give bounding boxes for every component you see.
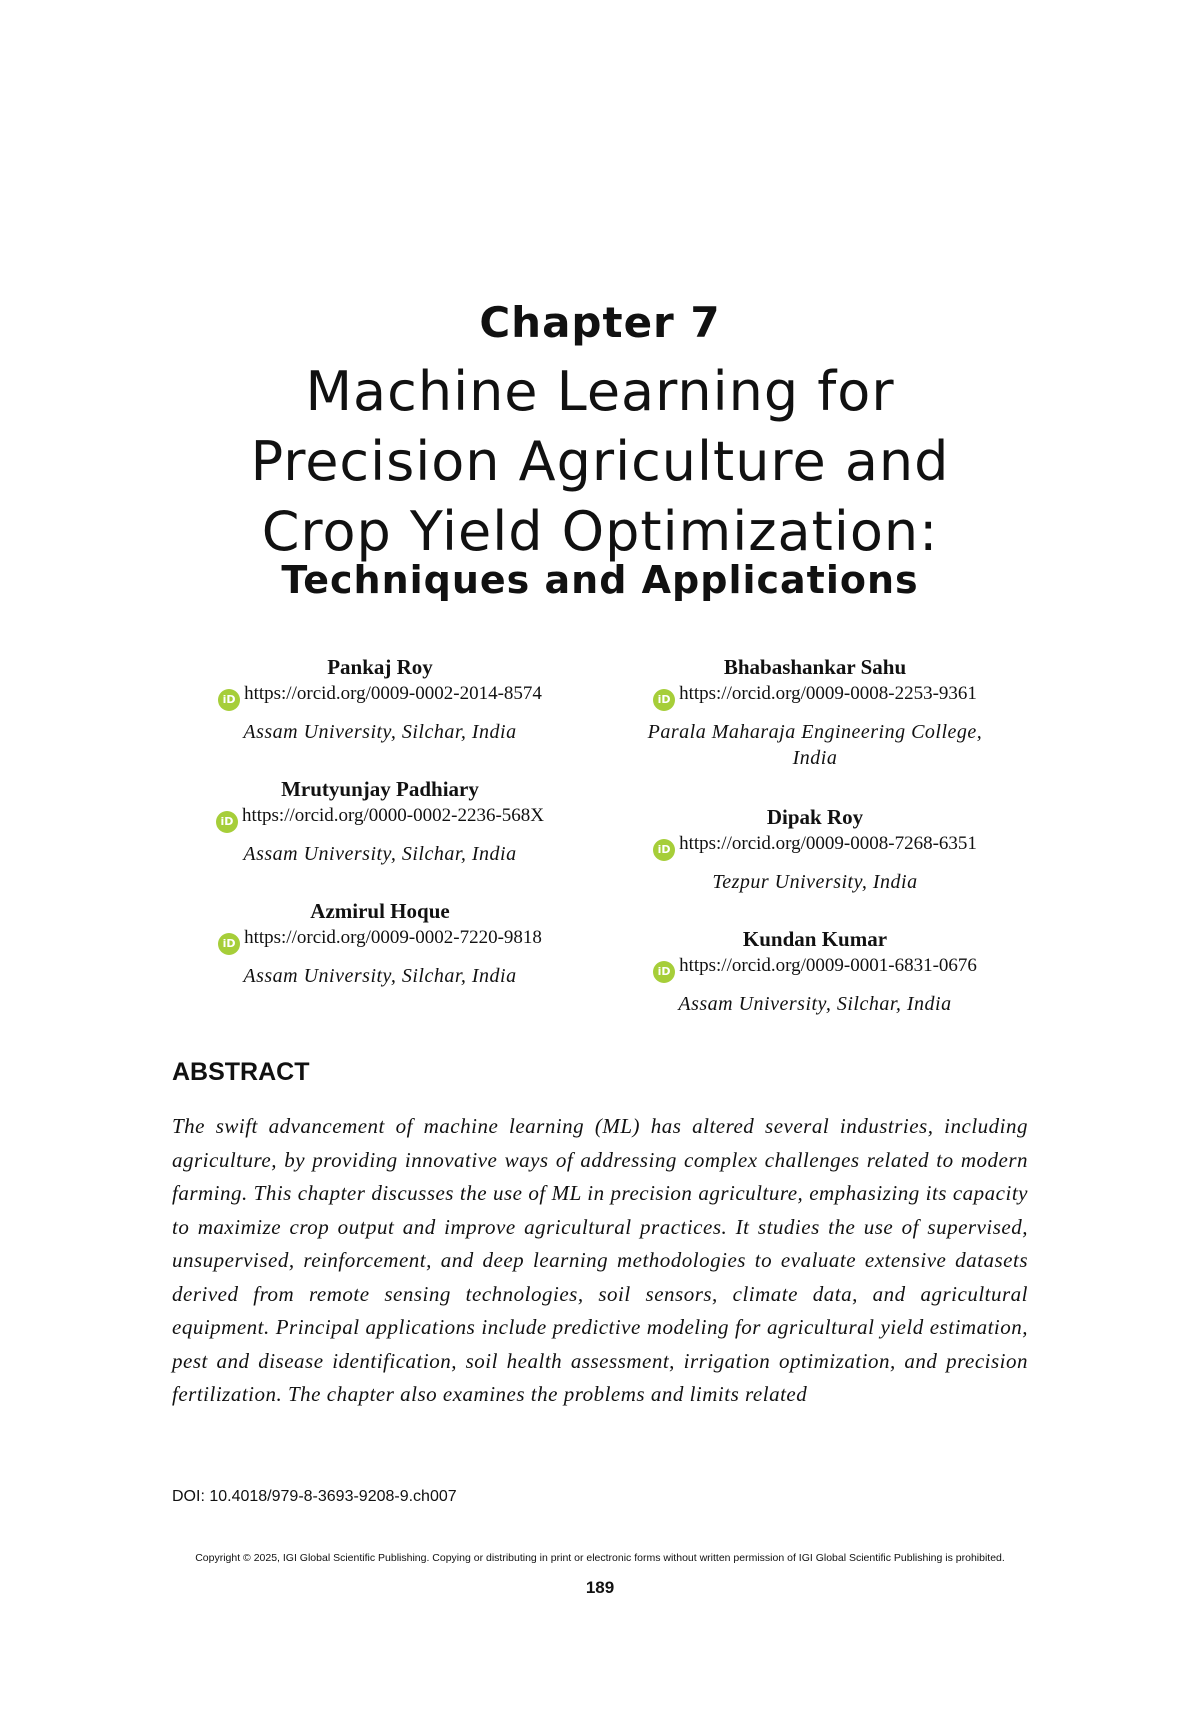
author-name: Kundan Kumar	[742, 927, 888, 951]
orcid-icon: iD	[216, 811, 238, 833]
orcid-icon: iD	[653, 839, 675, 861]
author-block	[165, 775, 595, 867]
author-orcid[interactable]	[600, 831, 1030, 861]
author-name: Pankaj Roy	[327, 655, 433, 679]
author-affiliation: Assam University, Silchar, India	[678, 993, 952, 1015]
copyright-notice: Copyright © 2025, IGI Global Scientific Publishing. Copying or distributing in print or electronic forms without written permission of IGI Global Scientific Publishing is prohibited.	[195, 1552, 1005, 1564]
author-affiliation: Parala Maharaja Engineering College, India	[647, 721, 983, 769]
author-name: Dipak Roy	[766, 805, 864, 829]
orcid-link[interactable]: https://orcid.org/0009-0002-2014-8574	[244, 683, 542, 704]
chapter-label: Chapter 7	[479, 298, 721, 347]
orcid-link[interactable]: https://orcid.org/0009-0001-6831-0676	[679, 955, 977, 976]
author-name: Azmirul Hoque	[310, 899, 450, 923]
doi-line: DOI: 10.4018/979-8-3693-9208-9.ch007	[172, 1488, 457, 1505]
orcid-icon: iD	[653, 961, 675, 983]
author-affiliation: Tezpur University, India	[712, 871, 918, 893]
author-block	[600, 653, 1030, 771]
author-orcid[interactable]	[600, 953, 1030, 983]
chapter-title-line: Machine Learning for	[305, 360, 895, 423]
abstract-text: The swift advancement of machine learning (ML) has altered several industries, including agriculture, by providing innovative ways of addressing complex challenges related to modern farming. This chapter discusses the use of ML in precision agriculture, emphasizing its capacity to maximize crop output and improve agricultural practices. It studies the use of supervised, unsupervised, reinforcement, and deep learning methodologies to evaluate extensive datasets derived from remote sensing technologies, soil sensors, climate data, and agricultural equipment. Principal applications include predictive modeling for agricultural yield estimation, pest and disease identification, soil health assessment, irrigation optimization, and precision fertilization. The chapter also examines the problems and limits related	[172, 1114, 1028, 1406]
author-block	[600, 925, 1030, 1017]
author-block	[600, 803, 1030, 895]
author-orcid[interactable]	[165, 925, 595, 955]
chapter-title-line: Precision Agriculture and	[250, 430, 950, 493]
author-block	[165, 897, 595, 989]
author-affiliation: Assam University, Silchar, India	[243, 843, 517, 865]
page-number: 189	[585, 1578, 615, 1597]
author-affiliation: Assam University, Silchar, India	[243, 721, 517, 743]
orcid-link[interactable]: https://orcid.org/0000-0002-2236-568X	[241, 805, 545, 826]
chapter-title-line: Crop Yield Optimization:	[261, 500, 939, 563]
author-orcid[interactable]	[600, 681, 1030, 711]
author-affiliation: Assam University, Silchar, India	[243, 965, 517, 987]
author-name: Mrutyunjay Padhiary	[281, 777, 479, 801]
abstract-heading: ABSTRACT	[172, 1058, 310, 1086]
orcid-icon: iD	[218, 689, 240, 711]
orcid-icon: iD	[653, 689, 675, 711]
orcid-link[interactable]: https://orcid.org/0009-0008-2253-9361	[679, 683, 977, 704]
chapter-subtitle: Techniques and Applications	[281, 558, 919, 602]
author-orcid[interactable]	[165, 681, 595, 711]
author-name: Bhabashankar Sahu	[723, 655, 907, 679]
author-block	[165, 653, 595, 745]
orcid-icon: iD	[218, 933, 240, 955]
chapter-title	[0, 357, 1200, 567]
orcid-link[interactable]: https://orcid.org/0009-0002-7220-9818	[244, 927, 542, 948]
author-orcid[interactable]	[165, 803, 595, 833]
orcid-link[interactable]: https://orcid.org/0009-0008-7268-6351	[679, 833, 977, 854]
